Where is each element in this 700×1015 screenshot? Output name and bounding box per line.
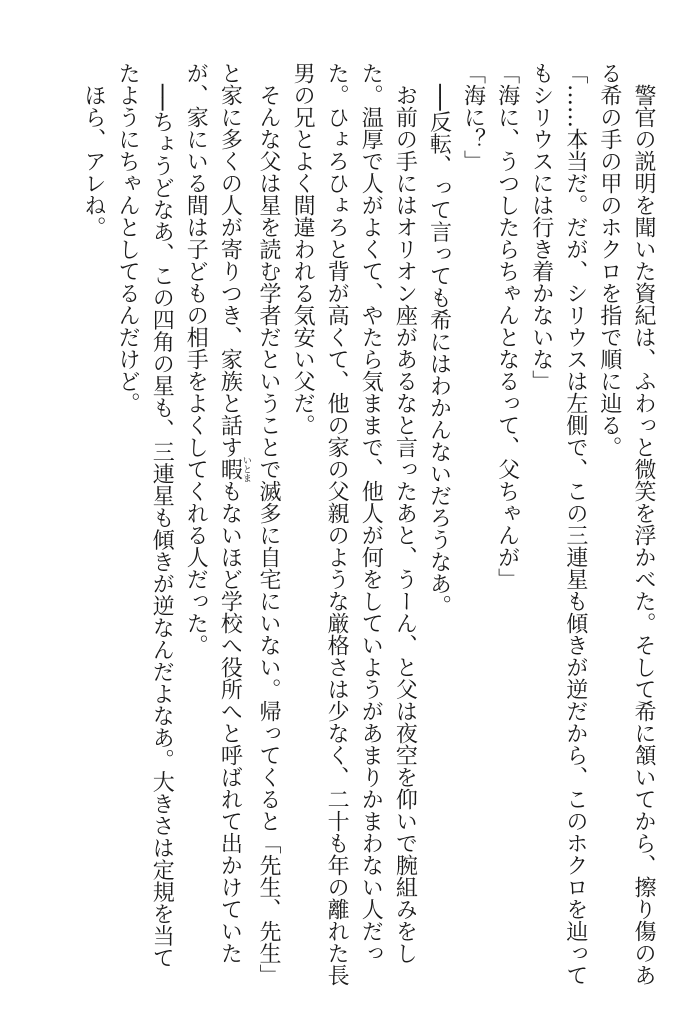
ruby-reading: いとま bbox=[240, 455, 251, 483]
text-line: 「海に？」 bbox=[460, 62, 486, 172]
text-line: た。ひょろひょろと背が高くて、他の家の父親のような厳格さは少なく、二十も年の離れた長 bbox=[324, 62, 350, 986]
text-line: 「……本当だ。だが、シリウスは左側で、この三連星も傾きが逆だから、このホクロを辿って bbox=[562, 62, 588, 986]
text-line-with-ruby bbox=[212, 62, 251, 962]
ruby-base: 暇 bbox=[217, 455, 243, 483]
vertical-text-body bbox=[76, 62, 660, 986]
text-line-part: と家に多くの人が寄りつき、家族と話す bbox=[217, 62, 243, 458]
text-line: た。温厚で人がよくて、やたら気ままで、他人が何をしていようがあまりかまわない人だっ bbox=[358, 62, 384, 964]
text-line: 男の兄とよく間違われる気安い父だ。 bbox=[290, 62, 316, 436]
text-line: お前の手にはオリオン座があるなと言ったあと、うーん、と父は夜空を仰いで腕組みをし bbox=[392, 62, 418, 964]
text-line: たようにちゃんとしてるんだけど。 bbox=[115, 62, 141, 414]
text-line: ほら、アレね。 bbox=[81, 62, 106, 238]
text-line-part: もないほど学校へ役所へと呼ばれて出かけていた bbox=[217, 480, 243, 964]
text-line: ──反転、って言っても希にはわかんないだろうなあ。 bbox=[426, 62, 452, 617]
text-line: 警官の説明を聞いた資紀は、ふわっと微笑を浮かべた。そして希に頷いてから、擦り傷のあ bbox=[631, 62, 656, 986]
text-line: もシリウスには行き着かないな」 bbox=[528, 62, 554, 392]
text-line: そんな父は星を読む学者だということで滅多に自宅にいない。帰ってくると「先生、先生」 bbox=[255, 62, 281, 986]
text-line: 「海に、うつしたらちゃんとなるって、父ちゃんが」 bbox=[494, 62, 520, 590]
text-line: る希の手の甲のホクロを指で順に辿る。 bbox=[596, 62, 622, 458]
ruby-annotation bbox=[217, 455, 251, 483]
text-line: ──ちょうどなあ、この四角の星も、三連星も傾きが逆なんだよなあ。大きさは定規を当て bbox=[149, 62, 175, 969]
text-line: が、家にいる間は子どもの相手をよくしてくれる人だった。 bbox=[183, 62, 209, 656]
